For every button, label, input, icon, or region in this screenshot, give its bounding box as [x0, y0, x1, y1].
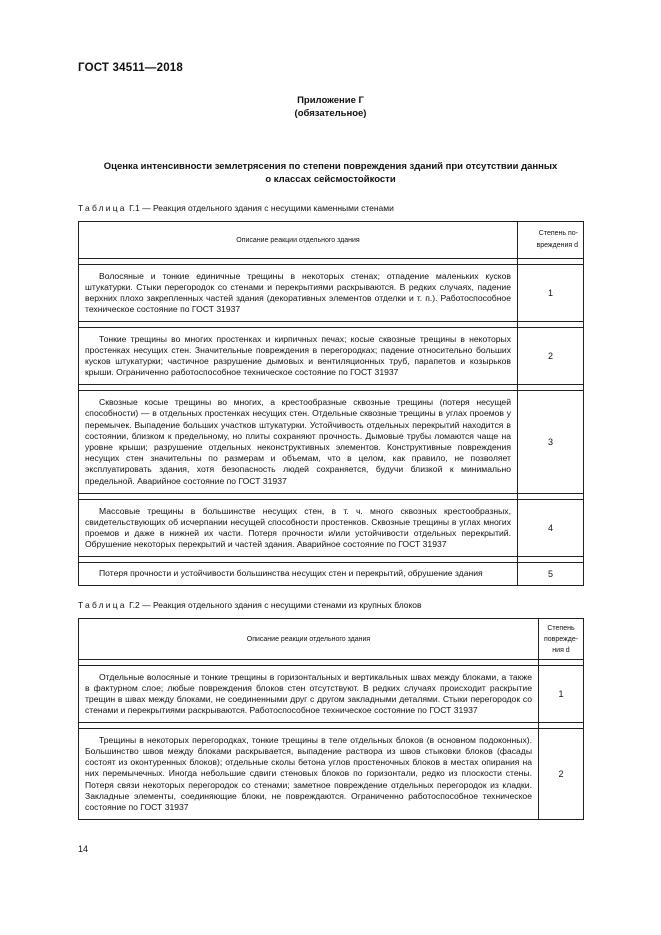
table-row [79, 265, 584, 322]
row-description: Тонкие трещины во многих простенках и кирпичных печах; косые сквозные трещины в некоторых простенках несущих стен. Значительные повреждения в перегородках; падение относительно больших кусков штукатурки; частичное разрушение дымовых и вентиляционных труб, парапетов и козырьков крыши. Ограниченно работоспособное техническое состояние по ГОСТ 31937 [85, 333, 511, 378]
row-description: Трещины в некоторых перегородках, тонкие трещины в теле отдельных блоков (в основном подоконных). Большинство швов между блоками раскрывается, выпадение раствора из швов стыковки блоков (фасады состоят из оконтуренных блоков); отдельные сколы бетона углов простеночных блоков в местах опирания на них перемычечных. Иногда небольшие сдвиги стеновых блоков по горизонтали, редко из плоскости стены. Потеря связи некоторых перегородок со стенами; заметное повреждение отдельных перегородок из кладки. Закладные элементы, соединяющие блоки, не повреждаются. Ограниченно работоспособное техническое состояние по ГОСТ 31937 [85, 734, 532, 812]
table1-caption [78, 203, 394, 213]
table2-caption-text: Г.2 — Реакция отдельного здания с несущими стенами из крупных блоков [129, 600, 422, 610]
table1-col-description: Описание реакции отдельного здания [79, 222, 518, 259]
table-row [79, 391, 584, 494]
row-degree: 2 [539, 729, 584, 820]
table2-col-description: Описание реакции отдельного здания [79, 619, 539, 660]
table2-col-degree-line3: ния d [552, 646, 570, 654]
page-title [78, 160, 583, 186]
table1-caption-text: Г.1 — Реакция отдельного здания с несущими каменными стенами [129, 203, 394, 213]
annex-type: (обязательное) [294, 108, 367, 119]
annex-title: Приложение Г [297, 95, 364, 106]
row-description: Массовые трещины в большинстве несущих стен, в т. ч. много сквозных крестообразных, свидетельствующих об исчерпании несущей способности простенков. Сквозные трещины в углах многих проемов и даже в нижней их части. Потеря прочности и/или устойчивости отдельных перекрытий. Обрушение некоторых перекрытий и частей здания. Аварийное состояние по ГОСТ 31937 [85, 505, 511, 550]
table2-caption-prefix: Таблица [78, 600, 127, 610]
row-degree: 1 [539, 666, 584, 723]
page-title-line2: о классах сейсмостойкости [265, 174, 396, 185]
row-degree: 4 [518, 500, 584, 557]
table2-header-row [79, 619, 584, 660]
row-degree: 2 [518, 328, 584, 385]
table1-header-row [79, 222, 584, 259]
table-row [79, 666, 584, 723]
annex-heading [78, 94, 583, 120]
table-row [79, 563, 584, 586]
table2 [78, 618, 584, 820]
row-description: Сквозные косые трещины во многих, а крестообразные сквозные трещины (потеря несущей способности) — в отдельных простенках несущих стен. Отдельные сквозные трещины в углах проемов у перемычек. Выпадение больших участков штукатурки. Устойчивость отдельных перекрытий находится в состоянии, близком к предельному, но плиты сохраняют прочность. Дымовые трубы ломаются чаще на уровне крыши; разрушение отдельных неконструктивных элементов. Конструктивные повреждения несущих стен значительны по размерам и объемам, что в целом, как правило, не позволяет эксплуатировать здания, хотя безопасность людей сохраняется, будучи близкой к минимально предельной. Аварийное состояние по ГОСТ 31937 [85, 397, 511, 486]
table1 [78, 221, 584, 586]
standard-number: ГОСТ 34511—2018 [78, 62, 183, 74]
table-row [79, 500, 584, 557]
table-row [79, 729, 584, 820]
table2-caption [78, 600, 422, 610]
page-title-line1: Оценка интенсивности землетрясения по степени повреждения зданий при отсутствии данных [103, 161, 558, 172]
row-description: Волосяные и тонкие единичные трещины в некоторых стенах; отпадение маленьких кусков штукатурки. Стыки перегородок со стенами и перекрытиями раскрываются. В редких случаях, падение верхних плохо закрепленных частей здания (декоративных элементов отделки и т. п.). Работоспособное техническое состояние по ГОСТ 31937 [85, 270, 511, 315]
row-degree: 1 [518, 265, 584, 322]
table1-caption-prefix: Таблица [78, 203, 127, 213]
table-row [79, 328, 584, 385]
row-description: Потеря прочности и устойчивости большинства несущих стен и перекрытий, обрушение здания [99, 568, 483, 579]
table2-col-degree [539, 619, 584, 660]
table2-col-degree-line1: Степень [547, 624, 575, 632]
row-degree: 3 [518, 391, 584, 494]
page-number: 14 [78, 844, 89, 854]
table1-col-degree-line2: вреждения d [536, 242, 578, 249]
row-description: Отдельные волосяные и тонкие трещины в горизонтальных и вертикальных швах между блоками, а также в фактурном слое; любые повреждения блоков стен отсутствуют. В редких случаях происходит раскрытие трещин в швах между блоками, не соединенными друг с другом закладными деталями. Стыки перегородок со стенами и перекрытиями раскрываются. Работоспособное техническое состояние по ГОСТ 31937 [85, 671, 532, 716]
table1-col-degree [518, 222, 584, 259]
table1-col-degree-line1: Степень по- [538, 230, 578, 237]
table2-col-degree-line2: поврежде- [543, 635, 579, 643]
row-degree: 5 [518, 563, 584, 586]
